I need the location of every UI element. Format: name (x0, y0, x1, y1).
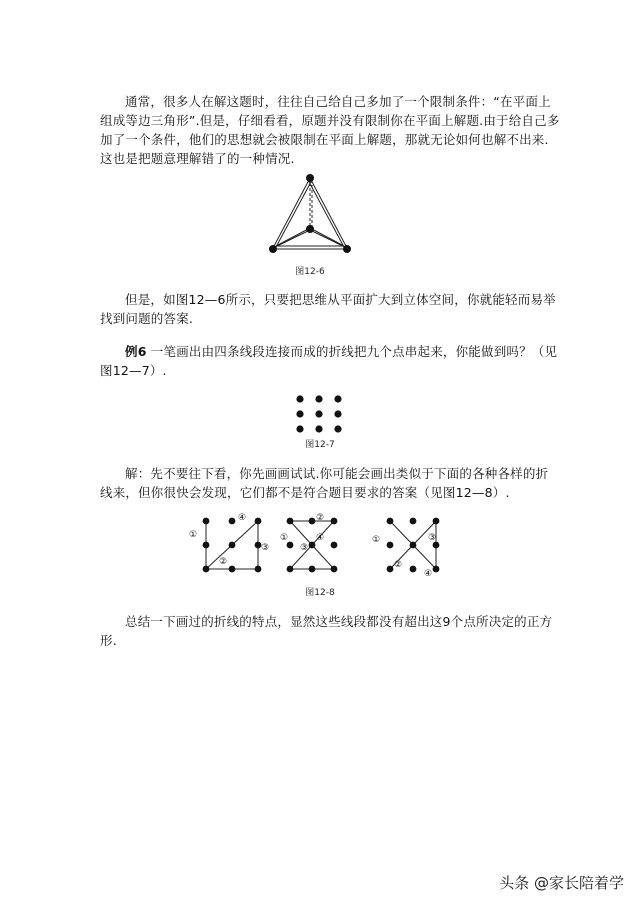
fig8a-label-1: ① (189, 530, 198, 540)
fig8c-label-3: ③ (428, 533, 437, 543)
paragraph-1: 通常，很多人在解这题时，往往自己给自己多加了一个限制条件：“在平面上组成等边三角形”.但是，仔细看看，原题并没有限制你在平面上解题.由于给自己多加了一个条件，他们的思想就会被限制在平面上解题，那就无论如何也解不出来.这也是把题意理解错了的一种情况. (100, 94, 560, 166)
figure-12-8-attempt-b (276, 512, 360, 582)
fig8a-label-4: ④ (238, 513, 247, 523)
fig8a-label-2: ② (219, 557, 228, 567)
paragraph-5: 总结一下画过的折线的特点，显然这些线段都没有超出这9个点所决定的正方形. (100, 614, 553, 648)
fig8c-label-4: ④ (424, 569, 433, 579)
figure-12-8-attempt-a (186, 512, 270, 582)
fig8b-label-2: ② (316, 513, 325, 523)
example-label: 例6 (125, 344, 147, 359)
fig8b-label-4: ④ (316, 533, 325, 543)
figure-12-8-caption: 图12-8 (305, 588, 335, 598)
watermark: 头条 @家长陪着学 (499, 874, 624, 892)
figure-12-8-attempt-c (370, 512, 454, 582)
figure-12-7-nine-dots (294, 395, 348, 433)
fig8b-label-3: ③ (300, 543, 309, 553)
paragraph-4: 解：先不要往下看，你先画画试试.你可能会画出类似于下面的各种各样的折线来，但你很快会发现，它们都不是符合题目要求的答案（见图12—8）. (100, 466, 549, 500)
figure-12-7-caption: 图12-7 (305, 440, 335, 450)
fig8c-label-1: ① (372, 535, 381, 545)
example-text: 一笔画出由四条线段连接而成的折线把九个点串起来，你能做到吗？（见图12—7）. (100, 344, 558, 378)
paragraph-3 (100, 342, 560, 380)
figure-12-6-caption: 图12-6 (295, 267, 325, 277)
figure-12-6-tetrahedron (268, 172, 352, 256)
fig8b-label-1: ① (280, 533, 289, 543)
paragraph-2: 但是，如图12—6所示，只要把思维从平面扩大到立体空间，你就能轻而易举找到问题的答案. (100, 292, 556, 326)
fig8a-label-3: ③ (261, 543, 270, 553)
fig8c-label-2: ② (394, 560, 403, 570)
